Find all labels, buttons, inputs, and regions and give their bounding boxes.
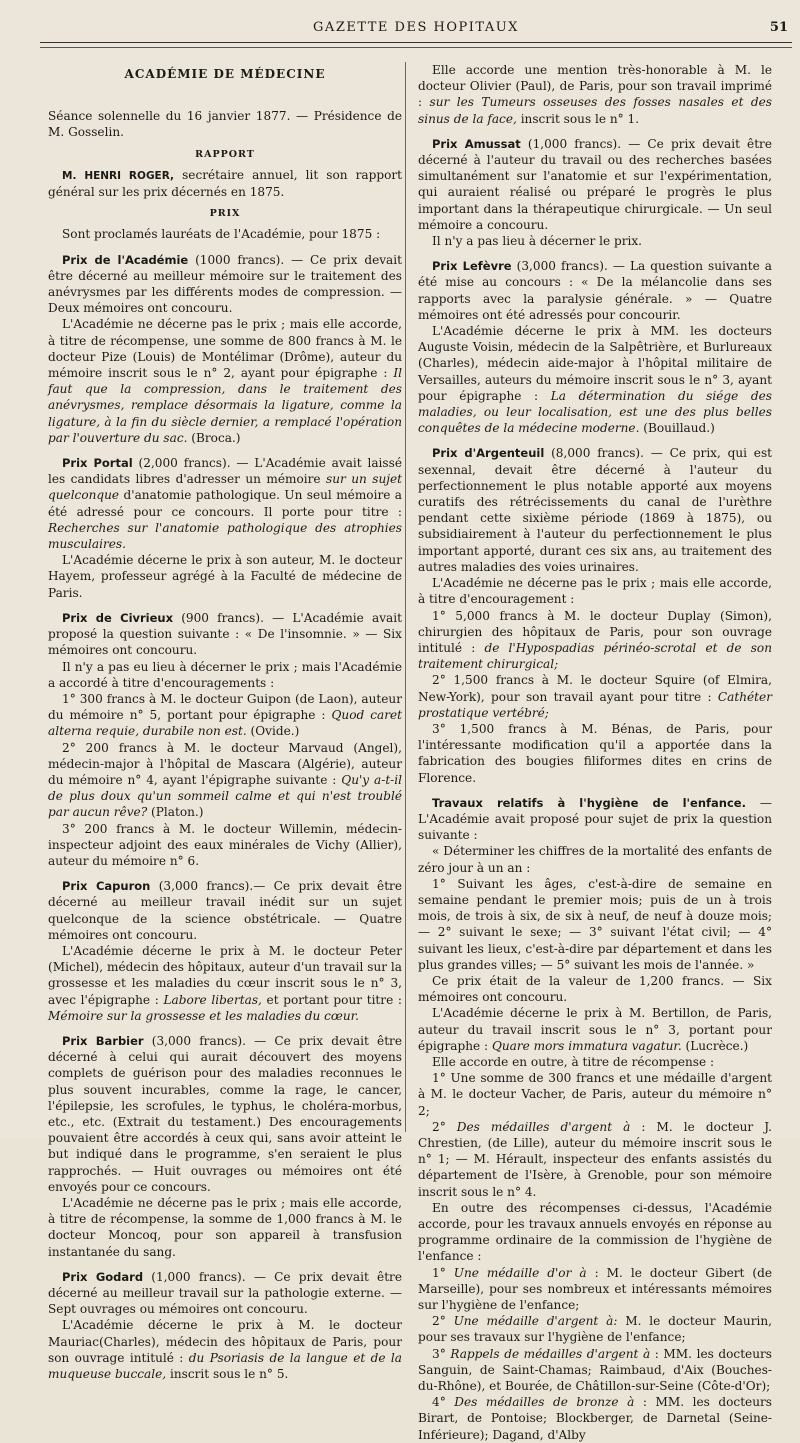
paragraph: 4° Des médailles de bronze à : MM. les docteurs Birart, de Pontoise; Blockberger, de Darnetal (Seine-Inférieure); Dagand, d'Alby: [418, 1395, 772, 1442]
paragraph: L'Académie ne décerne pas le prix ; mais elle accorde, à titre d'encouragement :: [418, 576, 772, 607]
journal-title: GAZETTE DES HOPITAUX: [313, 20, 519, 35]
paragraph: L'Académie décerne le prix à MM. les docteurs Auguste Voisin, médecin de la Salpêtrière, et Burlureaux (Charles), médecin aide-major à l'hôpital militaire de Versailles, auteurs du mémoire inscrit sous le n° 3, ayant pour épigraphe : La détermination du siége des maladies, ou leur localisation, est une des plus belles conquêtes de la médecine moderne. (Bouillaud.): [418, 324, 773, 436]
header-rule: [40, 42, 792, 43]
laureats-line: Sont proclamés lauréats de l'Académie, pour 1875 :: [62, 227, 381, 242]
page-header: [40, 16, 792, 56]
prix-portal-paragraph: Prix Portal (2,000 francs). — L'Académie avait laissé les candidats libres d'adresser un mémoire sur un sujet quelconque d'anatomie pathologique. Un seul mémoire a été adressé pour ce concours. Il porte pour titre : Recherches sur l'anatomie pathologique des atrophies musculaires.: [48, 456, 402, 552]
paragraph: L'Académie ne décerne pas le prix ; mais elle accorde, à titre de récompense, une somme de 800 francs à M. le docteur Pize (Louis) de Montélimar (Drôme), auteur du mémoire inscrit sous le n° 2, ayant pour épigraphe : Il faut que la compression, dans le traitement des anévrysmes, remplace désormais la ligature, comme la ligature, à la fin du siècle dernier, a remplacé l'opération par l'ouverture du sac. (Broca.): [48, 317, 402, 445]
paragraph: L'Académie décerne le prix à son auteur, M. le docteur Hayem, professeur agrégé à la Faculté de médecine de Paris.: [48, 553, 402, 600]
left-column: [48, 62, 402, 1382]
prix-godard-paragraph: Prix Godard (1,000 francs). — Ce prix devait être décerné au meilleur travail sur la pathologie externe. — Sept ouvrages ou mémoires ont concouru.: [48, 1269, 402, 1317]
prix-lefevre-paragraph: Prix Lefèvre (3,000 francs). — La question suivante a été mise au concours : « De la mélancolie dans ses rapports avec la paralysie générale. » — Quatre mémoires ont été adressés pour concourir.: [418, 259, 772, 322]
column-divider: [405, 62, 406, 1132]
prix-amussat-paragraph: Prix Amussat (1,000 francs). — Ce prix devait être décerné à l'auteur du travail ou des recherches basées simultanément sur l'anatomie et sur l'expérimentation, qui auraient réalisé ou préparé le progrès le plus important dans la thérapeutique chirurgicale. — Un seul mémoire a concouru.: [418, 136, 772, 232]
paragraph: 3° 200 francs à M. le docteur Willemin, médecin-inspecteur adjoint des eaux minérales de Vichy (Allier), auteur du mémoire n° 6.: [48, 821, 402, 868]
prix-barbier-paragraph: Prix Barbier (3,000 francs). — Ce prix devait être décerné à celui qui aurait découvert des moyens complets de guérison pour des maladies reconnues le plus souvent incurables, comme la rage, le cancer, l'épilepsie, les scrofules, le typhus, le choléra-morbus, etc., etc. (Extrait du testament.) Des encouragements pouvaient être accordés à ceux qui, sans avoir atteint le but indiqué dans le programme, s'en seraient le plus rapprochés. — Huit ouvrages ou mémoires ont été envoyés pour ce concours.: [48, 1033, 402, 1194]
paragraph: 1° Suivant les âges, c'est-à-dire de semaine en semaine pendant le premier mois; puis de un à trois mois, de trois à six, de six à neuf, de neuf à douze mois; — 2° suivant le sexe; — 3° suivant l'état civil; — 4° suivant les lieux, c'est-à-dire par département et dans les plus grandes villes; — 5° suivant les mois de l'année. »: [418, 876, 772, 972]
paragraph: 1° Une somme de 300 francs et une médaille d'argent à M. le docteur Vacher, de Paris, auteur du mémoire n° 2;: [418, 1071, 772, 1118]
paragraph: « Déterminer les chiffres de la mortalité des enfants de zéro jour à un an :: [418, 844, 772, 875]
paragraph: L'Académie décerne le prix à M. Bertillon, de Paris, auteur du travail inscrit sous le n° 3, portant pour épigraphe : Quare mors immatura vagatur. (Lucrèce.): [418, 1006, 772, 1053]
seance-line: Séance solennelle du 16 janvier 1877. — Présidence de M. Gosselin.: [48, 109, 402, 140]
paragraph: L'Académie décerne le prix à M. le docteur Peter (Michel), médecin des hôpitaux, auteur d'un travail sur la grossesse et les maladies du cœur inscrit sous le n° 3, avec l'épigraphe : Labore libertas, et portant pour titre : Mémoire sur la grossesse et les maladies du cœur.: [48, 943, 402, 1023]
page-number: 51: [769, 20, 788, 35]
prix-civrieux-paragraph: Prix de Civrieux (900 francs). — L'Académie avait proposé la question suivante : « De l'insomnie. » — Six mémoires ont concouru.: [48, 610, 402, 658]
rapport-paragraph: M. HENRI ROGER, secrétaire annuel, lit son rapport général sur les prix décernés en 1875.: [48, 167, 403, 200]
paragraph: 3° 1,500 francs à M. Bénas, de Paris, pour l'intéressante modification qu'il a apportée dans la fabrication des bougies filiformes dites en crins de Florence.: [418, 721, 772, 785]
paragraph: 2° 1,500 francs à M. le docteur Squire (of Elmira, New-York), pour son travail ayant pour titre : Cathéter prostatique vertébré;: [418, 673, 772, 720]
paragraph: 2° Des médailles d'argent à : M. le docteur J. Chrestien, (de Lille), auteur du mémoire inscrit sous le n° 1; — M. Hérault, inspecteur des enfants assistés du département de l'Isère, à Grenoble, pour son mémoire inscrit sous le n° 4.: [418, 1119, 773, 1199]
rapport-heading: RAPPORT: [195, 148, 255, 160]
paragraph: 3° Rappels de médailles d'argent à : MM. les docteurs Sanguin, de Saint-Chamas; Raimbaud, d'Aix (Bouches-du-Rhône), et Bourée, de Châtillon-sur-Seine (Côte-d'Or);: [418, 1346, 772, 1394]
prix-heading: PRIX: [209, 208, 241, 220]
paragraph: Elle accorde une mention très-honorable à M. le docteur Olivier (Paul), de Paris, pour son travail imprimé : sur les Tumeurs osseuses des fosses nasales et des sinus de la face, inscrit sous le n° 1.: [418, 63, 772, 126]
paragraph: 1° 300 francs à M. le docteur Guipon (de Laon), auteur du mémoire n° 5, portant pour épigraphe : Quod caret alterna requie, durabile non est. (Ovide.): [48, 691, 402, 739]
paragraph: L'Académie décerne le prix à M. le docteur Mauriac(Charles), médecin des hôpitaux de Paris, pour son ouvrage intitulé : du Psoriasis de la langue et de la muqueuse buccale, inscrit sous le n° 5.: [48, 1318, 402, 1382]
paragraph: 2° Une médaille d'argent à: M. le docteur Maurin, pour ses travaux sur l'hygiène de l'enfance;: [418, 1314, 772, 1345]
header-rule-double: [40, 47, 792, 48]
rapport-author: M. HENRI ROGER,: [62, 169, 175, 182]
prix-argenteuil-paragraph: Prix d'Argenteuil (8,000 francs). — Ce prix, qui est sexennal, devait être décerné à l'auteur du perfectionnement le plus notable apporté aux moyens curatifs des rétrécissements du canal de l'urèthre pendant cette sixième période (1869 à 1875), ou subsidiairement à l'auteur du perfectionnement le plus important apporté, durant ces six ans, au traitement des autres maladies des voies urinaires.: [418, 446, 773, 574]
paragraph: Il n'y a pas eu lieu à décerner le prix ; mais l'Académie a accordé à titre d'encouragements :: [48, 659, 402, 690]
paragraph: 1° 5,000 francs à M. le docteur Duplay (Simon), chirurgien des hôpitaux de Paris, pour son ouvrage intitulé : de l'Hypospadias périnéo-scrotal et de son traitement chirurgical;: [418, 608, 772, 672]
hygiene-enfance-paragraph: Travaux relatifs à l'hygiène de l'enfance. — L'Académie avait proposé pour sujet de prix la question suivante :: [418, 795, 772, 843]
paragraph: 1° Une médaille d'or à : M. le docteur Gibert (de Marseille), pour ses nombreux et intéressants mémoires sur l'hygiène de l'enfance;: [418, 1265, 772, 1313]
paragraph: Elle accorde en outre, à titre de récompense :: [432, 1054, 715, 1069]
paragraph: Ce prix était de la valeur de 1,200 francs. — Six mémoires ont concouru.: [418, 973, 772, 1005]
paragraph: En outre des récompenses ci-dessus, l'Académie accorde, pour les travaux annuels envoyés en réponse au programme ordinaire de la commission de l'hygiène de l'enfance :: [418, 1200, 772, 1264]
paragraph: 2° 200 francs à M. le docteur Marvaud (Angel), médecin-major à l'hôpital de Mascara (Algérie), auteur du mémoire n° 4, ayant l'épigraphe suivante : Qu'y a-t-il de plus doux qu'un sommeil calme et qui n'est troublé par aucun rêve? (Platon.): [48, 740, 403, 820]
prix-capuron-paragraph: Prix Capuron (3,000 francs).— Ce prix devait être décerné au meilleur travail inédit sur un sujet quelconque de la science obstétricale. — Quatre mémoires ont concouru.: [48, 879, 402, 942]
paragraph: L'Académie ne décerne pas le prix ; mais elle accorde, à titre de récompense, la somme de 1,000 francs à M. le docteur Moncoq, pour son appareil à transfusion instantanée du sang.: [48, 1196, 402, 1259]
prix-academie-paragraph: Prix de l'Académie (1000 francs). — Ce prix devait être décerné au meilleur mémoire sur le traitement des anévrysmes par les différents modes de compression. — Deux mémoires ont concouru.: [48, 252, 402, 316]
right-column: [418, 62, 772, 1443]
section-title: ACADÉMIE DE MÉDECINE: [124, 67, 326, 81]
paragraph: Il n'y a pas lieu à décerner le prix.: [432, 234, 643, 249]
